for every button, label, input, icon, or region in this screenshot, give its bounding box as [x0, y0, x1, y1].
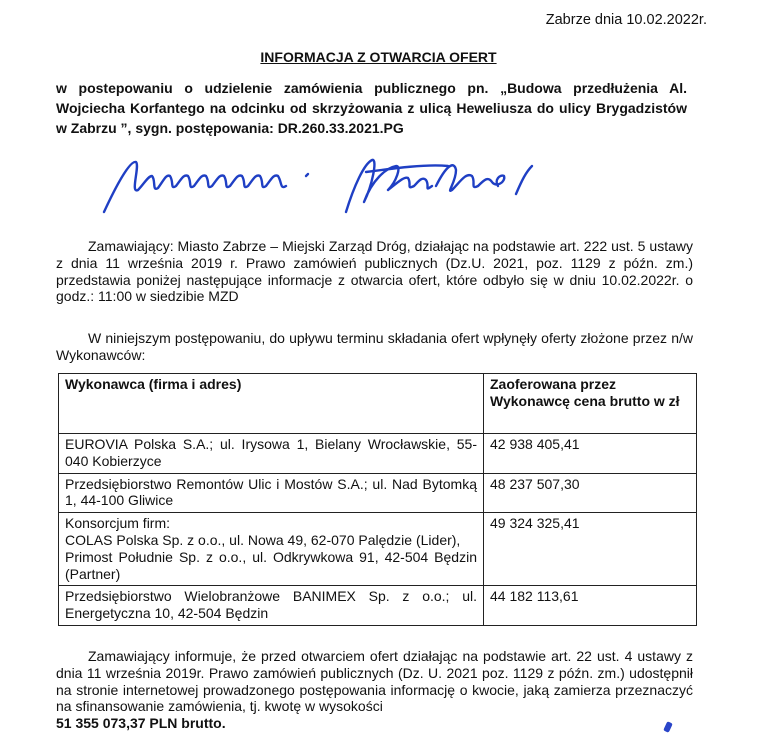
table-row: [59, 473, 697, 513]
offers-table: [58, 373, 697, 626]
offers-paragraph: W niniejszym postępowaniu, do upływu terminu składania ofert wpłynęły oferty złożone przez n/w Wykonawców:: [56, 330, 693, 363]
table-header-row: [59, 374, 697, 434]
table-row: [59, 434, 697, 474]
price-cell: 48 237 507,30: [484, 473, 697, 513]
budget-text: Zamawiający informuje, że przed otwarciem ofert działając na podstawie art. 22 ust. 4 ustawy z dnia 11 września 2019r. Prawo zamówień publicznych (Dz. U. 2021 poz. 1129 z późn. zm.) udostępnił na stronie internetowej prowadzonego postępowania informację o kwocie, jaką zamierza przeznaczyć na sfinansowanie zamówienia, tj. kwotę w wysokości: [56, 648, 693, 715]
budget-paragraph: [56, 648, 693, 732]
contractor-cell: Konsorcjum firm: COLAS Polska Sp. z o.o., ul. Nowa 49, 62-070 Palędzie (Lider), Primost Południe Sp. z o.o., ul. Odkrywkowa 91, 42-504 Będzin (Partner): [59, 513, 484, 586]
budget-amount: 51 355 073,37 PLN brutto.: [56, 715, 226, 732]
intro-paragraph: Zamawiający: Miasto Zabrze – Miejski Zarząd Dróg, działając na podstawie art. 222 ust. 5 ustawy z dnia 11 września 2019 r. Prawo zamówień publicznych (Dz.U. 2021, poz. 1129 z późn. zm.) przedstawia poniżej następujące informacje z otwarcia ofert, które odbyło się w dniu 10.02.2022r. o godz.: 11:00 w siedzibie MZD: [56, 238, 693, 305]
price-cell: 44 182 113,61: [484, 586, 697, 626]
contractor-cell: EUROVIA Polska S.A.; ul. Irysowa 1, Bielany Wrocławskie, 55-040 Kobierzyce: [59, 434, 484, 474]
contractor-column-header: Wykonawca (firma i adres): [59, 374, 484, 434]
price-cell: 42 938 405,41: [484, 434, 697, 474]
procurement-subject: w postepowaniu o udzielenie zamówienia publicznego pn. „Budowa przedłużenia Al. Wojciecha Korfantego na odcinku od skrzyżowania z ulicą Heweliusza do ulicy Brygadzistów w Zabrzu ”, sygn. postępowania: DR.260.33.2021.PG: [56, 80, 687, 136]
table-row: [59, 513, 697, 586]
price-column-header: Zaoferowana przez Wykonawcę cena brutto w zł: [484, 374, 697, 434]
place-date: Zabrze dnia 10.02.2022r.: [545, 12, 707, 28]
table-row: [59, 586, 697, 626]
handwritten-signature: [96, 146, 556, 226]
price-cell: 49 324 325,41: [484, 513, 697, 586]
contractor-cell: Przedsiębiorstwo Remontów Ulic i Mostów S.A.; ul. Nad Bytomką 1, 44-100 Gliwice: [59, 473, 484, 513]
document-title: INFORMACJA Z OTWARCIA OFERT: [260, 49, 497, 65]
contractor-cell: Przedsiębiorstwo Wielobranżowe BANIMEX Sp. z o.o.; ul. Energetyczna 10, 42-504 Będzin: [59, 586, 484, 626]
